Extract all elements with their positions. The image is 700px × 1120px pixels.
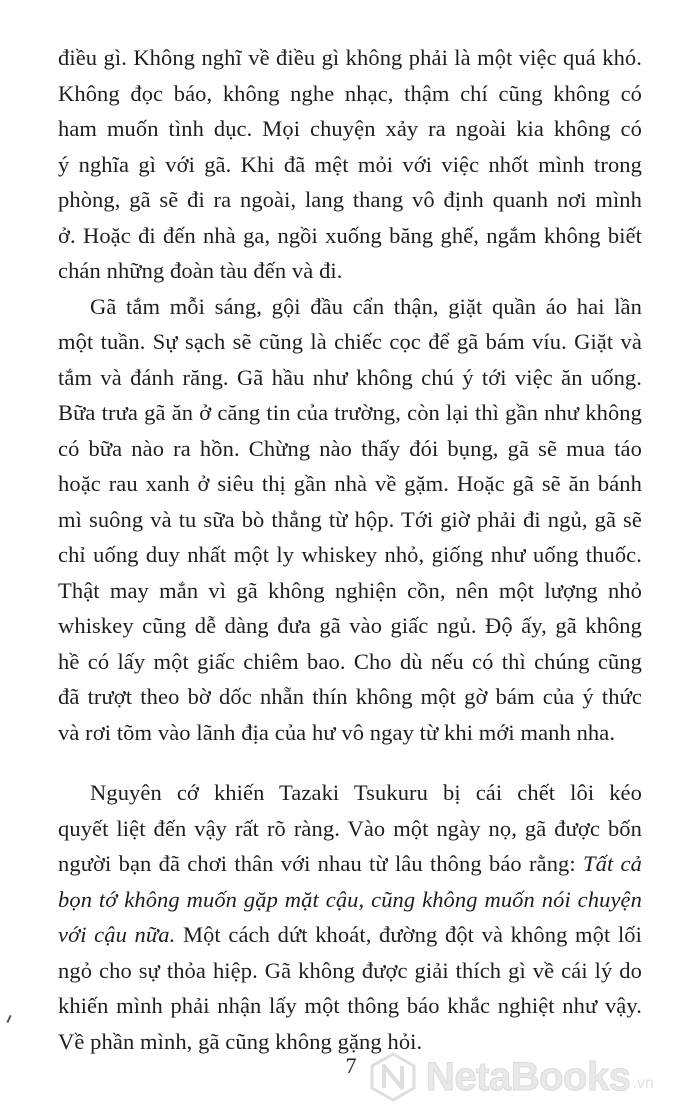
- text-line: Thật may mắn vì gã không nghiện cồn, nên một lượng nhỏ: [58, 577, 642, 603]
- italic-quote: bọn tớ không muốn gặp mặt cậu, cũng không muốn nói chuyện: [58, 886, 642, 912]
- text-line: quyết liệt đến vậy rất rõ ràng. Vào một ngày nọ, gã được bốn: [58, 815, 642, 841]
- text-line: hề có lấy một giấc chiêm bao. Cho dù nếu có thì chúng cũng: [58, 648, 642, 674]
- text-line: đã trượt theo bờ dốc nhẵn thín không một gờ bám của ý thức: [58, 684, 642, 709]
- text-line: ham muốn tình dục. Mọi chuyện xảy ra ngoài kia không có: [58, 116, 642, 141]
- margin-mark: [6, 1015, 11, 1023]
- text-line: điều gì. Không nghĩ về điều gì không phải là một việc quá khó.: [58, 45, 642, 70]
- text-line: một tuần. Sự sạch sẽ cũng là chiếc cọc để gã bám víu. Giặt và: [58, 329, 642, 354]
- text-line: Bữa trưa gã ăn ở căng tin của trường, còn lại thì gần như không: [58, 400, 642, 425]
- text-line: hoặc rau xanh ở siêu thị gần nhà về gặm. Hoặc gã sẽ ăn bánh: [58, 471, 642, 496]
- text-line: khiến mình phải nhận lấy một thông báo khắc nghiệt như vậy.: [58, 993, 642, 1018]
- italic-quote: với cậu nữa.: [58, 922, 176, 947]
- text-line: whiskey cũng dễ dàng đưa gã vào giấc ngủ. Độ ấy, gã không: [58, 613, 642, 638]
- italic-quote: Tất cả: [583, 851, 642, 876]
- paragraph-first-line: Nguyên cớ khiến Tazaki Tsukuru bị cái chết lôi kéo: [90, 780, 642, 805]
- text-line: Không đọc báo, không nghe nhạc, thậm chí cũng không có: [58, 80, 642, 106]
- text-line: chỉ uống duy nhất một ly whiskey nhỏ, giống như uống thuốc.: [58, 542, 642, 567]
- text-line: [58, 846, 642, 882]
- text-line: và rơi tõm vào lãnh địa của hư vô ngay từ khi mới manh nha.: [58, 719, 616, 745]
- text-line: tắm và đánh răng. Gã hầu như không chú ý tới việc ăn uống.: [58, 364, 642, 390]
- text-line: phòng, gã sẽ đi ra ngoài, lang thang vô định quanh nơi mình: [58, 187, 642, 212]
- text-line: ngỏ cho sự thỏa hiệp. Gã không được giải thích gì về cái lý do: [58, 957, 642, 983]
- text-section-2: [58, 775, 642, 1059]
- watermark-text: NetaBooks: [426, 1054, 631, 1099]
- watermark-suffix: .vn: [632, 1075, 654, 1092]
- text-line: ý nghĩa gì với gã. Khi đã mệt mỏi với việc nhốt mình trong: [58, 151, 642, 177]
- text-run: Một cách dứt khoát, đường đột và không một lối: [175, 922, 642, 947]
- text-line: mì suông và tu sữa bò thẳng từ hộp. Tới giờ phải đi ngủ, gã sẽ: [58, 506, 642, 532]
- text-line: Về phần mình, gã cũng không gặng hỏi.: [58, 1028, 423, 1054]
- page-number: 7: [345, 1053, 357, 1078]
- text-line: có bữa nào ra hồn. Chừng nào thấy đói bụng, gã sẽ mua táo: [58, 435, 642, 461]
- text-run: người bạn đã chơi thân với nhau từ lâu thông báo rằng:: [58, 851, 583, 876]
- watermark: [368, 1046, 690, 1108]
- text-line: chán những đoàn tàu đến và đi.: [58, 258, 343, 283]
- text-section-1: [58, 40, 642, 750]
- text-line: ở. Hoặc đi đến nhà ga, ngồi xuống băng ghế, ngắm không biết: [58, 222, 642, 248]
- text-line: [58, 917, 642, 953]
- paragraph-first-line: Gã tắm mỗi sáng, gội đầu cẩn thận, giặt quần áo hai lần: [90, 293, 642, 319]
- netabooks-logo-icon: [368, 1052, 418, 1102]
